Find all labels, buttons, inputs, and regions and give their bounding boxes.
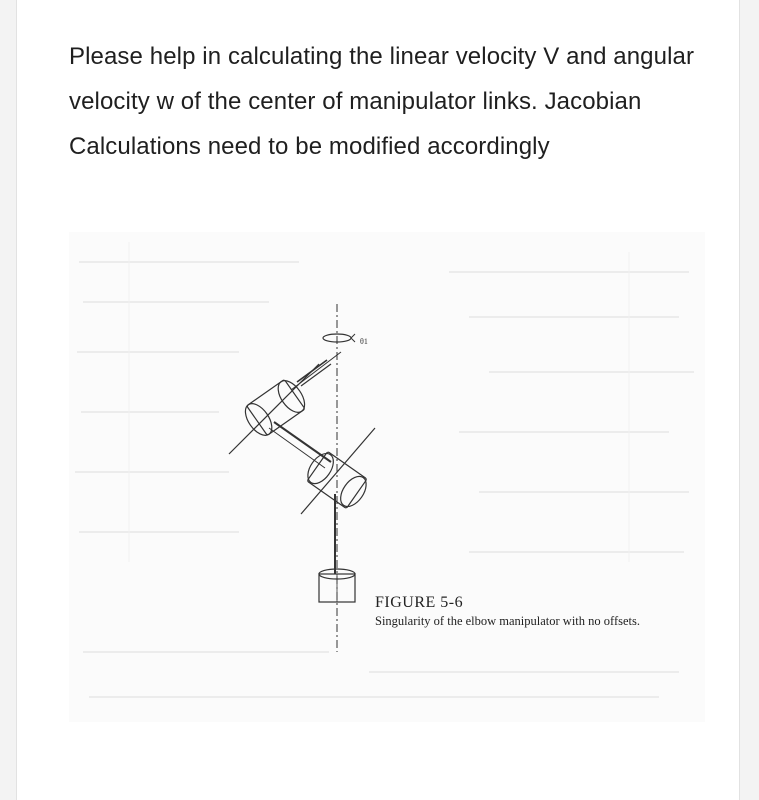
figure-image	[69, 232, 705, 722]
question-text: Please help in calculating the linear velocity V and angular velocity w of the center of manipulator links. Jacobian Calculations need to be modified accordingly	[69, 43, 695, 160]
figure-caption-label: FIGURE 5-6	[375, 594, 464, 611]
joint-label-theta1: θ1	[360, 337, 368, 346]
figure-caption-text: Singularity of the elbow manipulator with no offsets.	[375, 614, 641, 628]
figure-caption	[375, 594, 675, 629]
post-card	[16, 0, 740, 800]
elbow-manipulator-drawing	[69, 232, 705, 722]
